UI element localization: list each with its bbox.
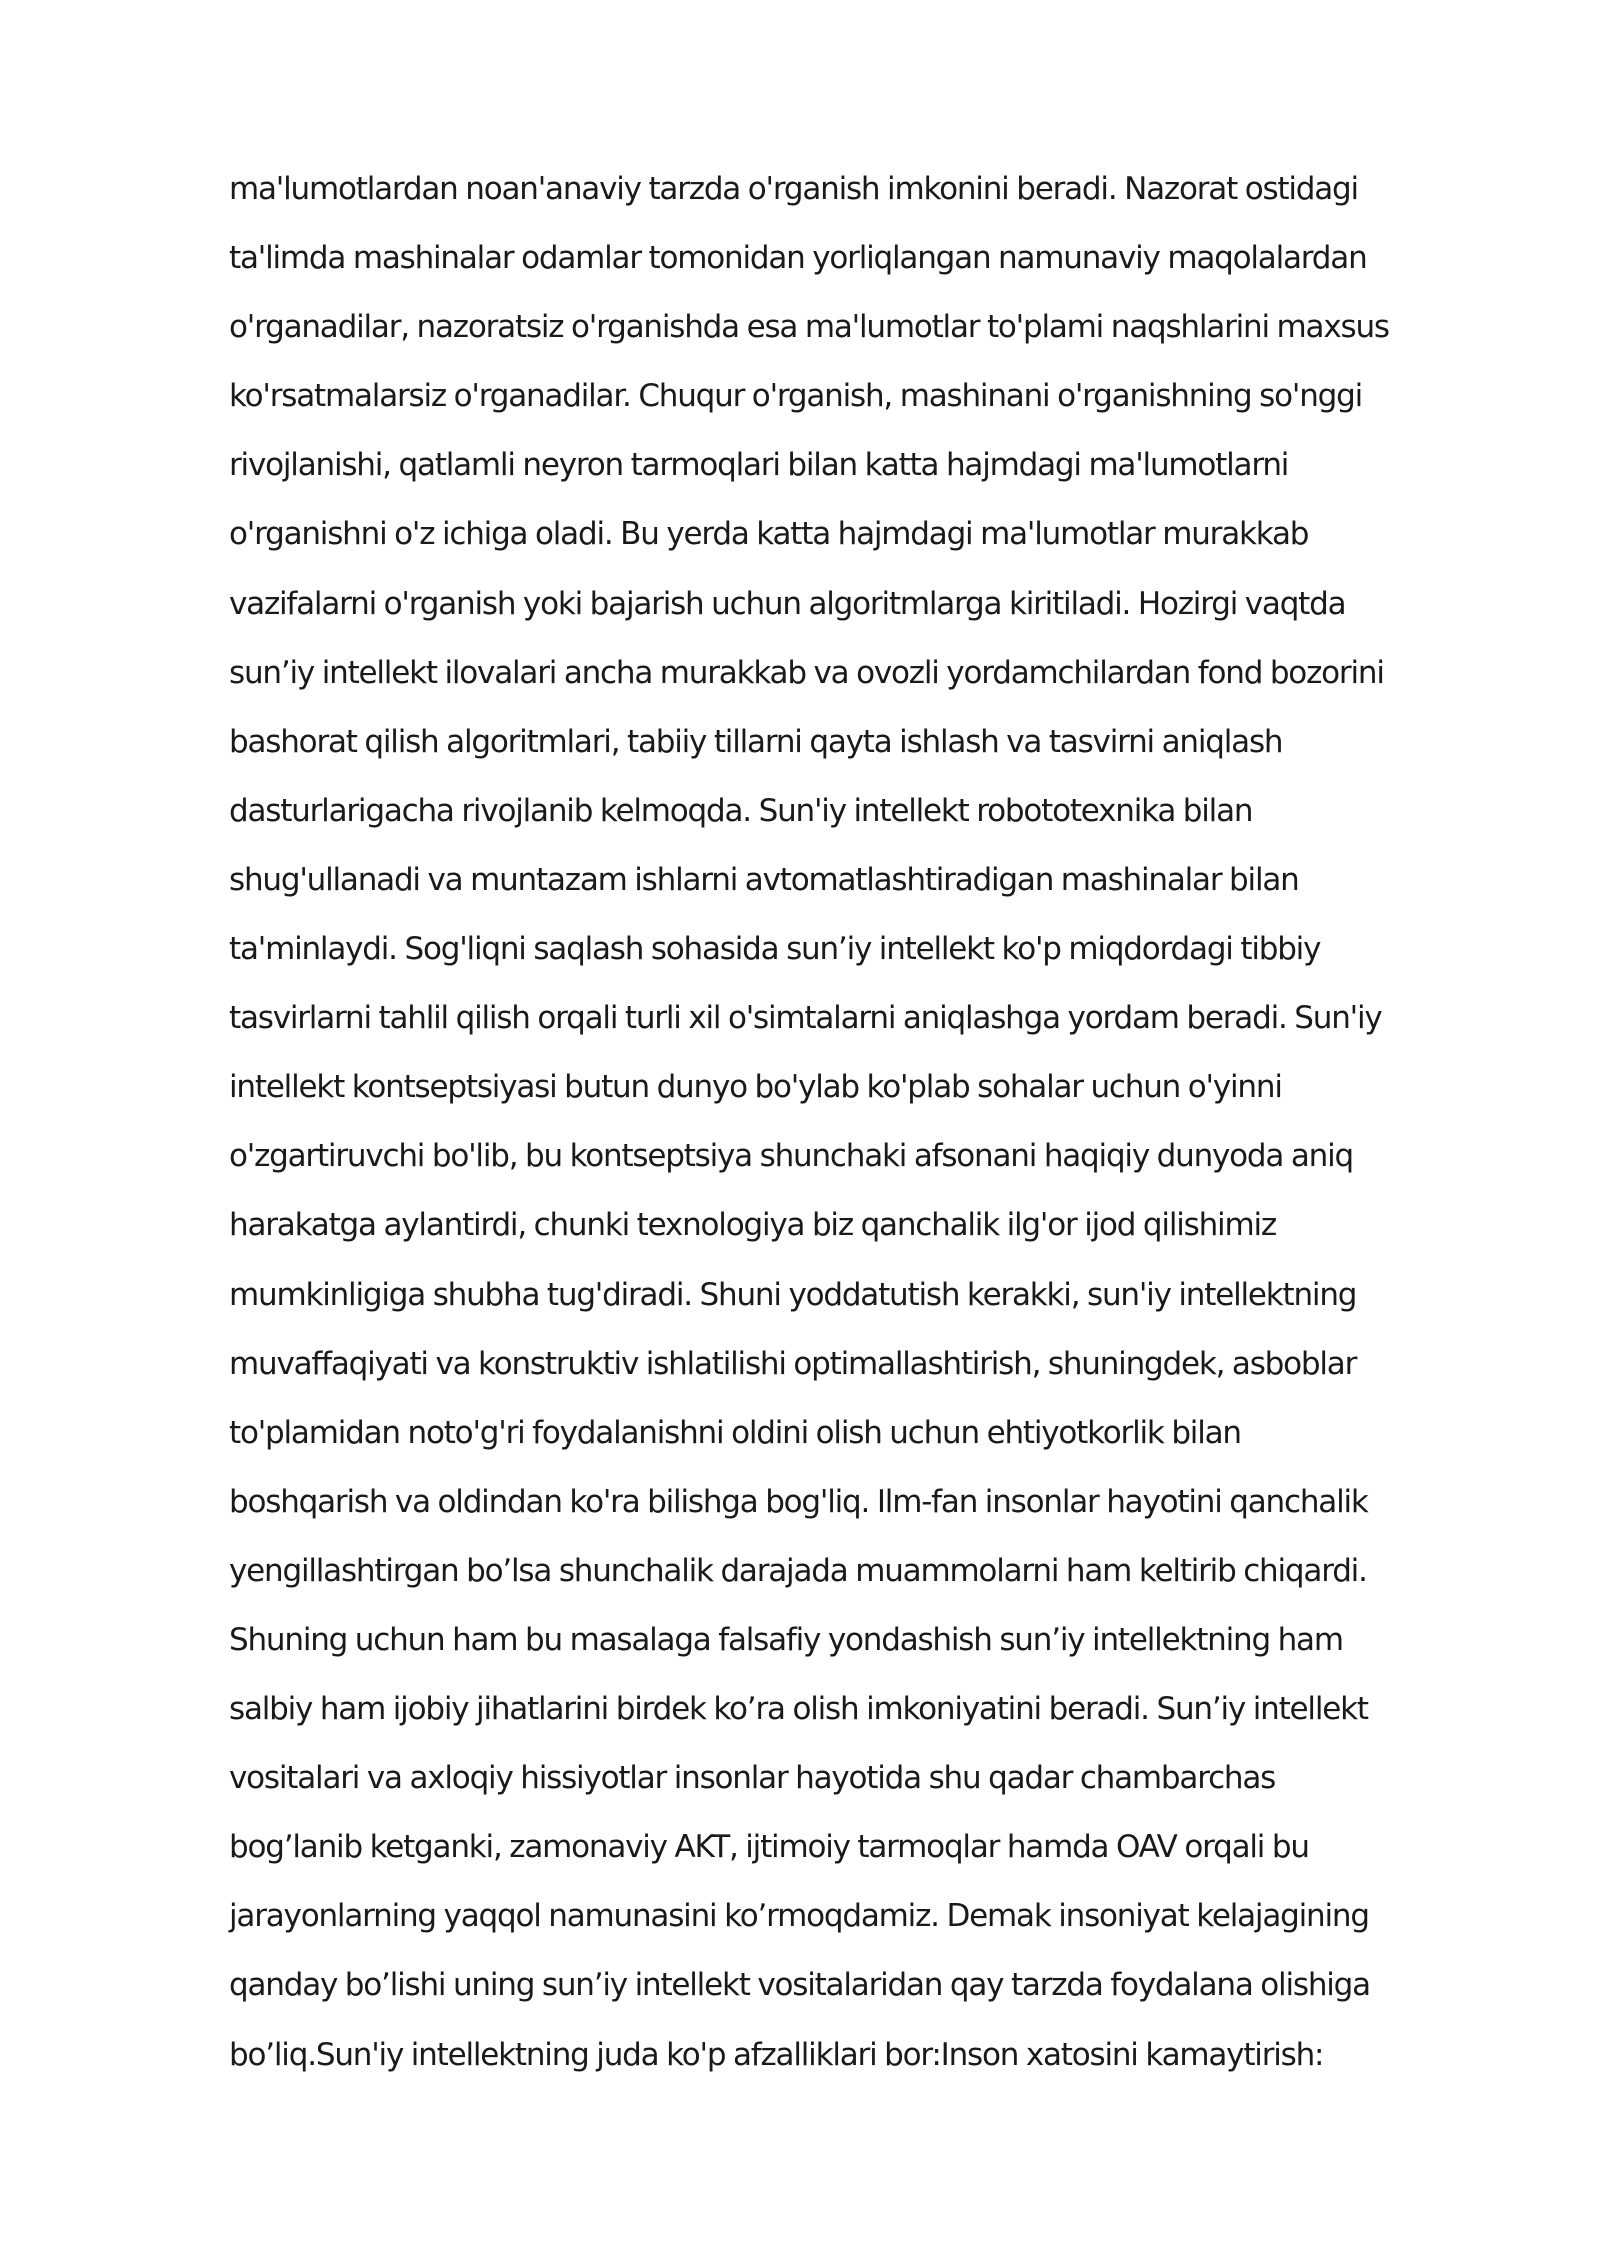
body-paragraph (229, 163, 1529, 2098)
text-line: mumkinligiga shubha tug'diradi. Shuni yoddatutish kerakki, sun'iy intellektning (229, 1276, 1357, 1313)
text-line: jarayonlarning yaqqol namunasini ko’rmoqdamiz. Demak insoniyat kelajagining (229, 1898, 1369, 1935)
text-line: rivojlanishi, qatlamli neyron tarmoqlari bilan katta hajmdagi ma'lumotlarni (229, 447, 1289, 484)
text-line: ta'minlaydi. Sog'liqni saqlash sohasida sun’iy intellekt ko'p miqdordagi tibbiy (229, 931, 1321, 968)
text-line: dasturlarigacha rivojlanib kelmoqda. Sun'iy intellekt robototexnika bilan (229, 792, 1253, 829)
text-line: salbiy ham ijobiy jihatlarini birdek ko’ra olish imkoniyatini beradi. Sun’iy intellekt (229, 1691, 1368, 1728)
text-line: o'zgartiruvchi bo'lib, bu kontseptsiya shunchaki afsonani haqiqiy dunyoda aniq (229, 1138, 1353, 1175)
text-line: vazifalarni o'rganish yoki bajarish uchun algoritmlarga kiritiladi. Hozirgi vaqtda (229, 585, 1346, 622)
text-line: vositalari va axloqiy hissiyotlar insonlar hayotida shu qadar chambarchas (229, 1760, 1276, 1797)
text-line: yengillashtirgan bo’lsa shunchalik darajada muammolarni ham keltirib chiqardi. (229, 1552, 1367, 1589)
text-line: harakatga aylantirdi, chunki texnologiya biz qanchalik ilg'or ijod qilishimiz (229, 1207, 1276, 1244)
text-line: bashorat qilish algoritmlari, tabiiy tillarni qayta ishlash va tasvirni aniqlash (229, 723, 1283, 760)
text-line: ko'rsatmalarsiz o'rganadilar. Chuqur o'rganish, mashinani o'rganishning so'nggi (229, 378, 1363, 415)
text-line: o'rganishni o'z ichiga oladi. Bu yerda katta hajmdagi ma'lumotlar murakkab (229, 516, 1309, 553)
text-line: o'rganadilar, nazoratsiz o'rganishda esa ma'lumotlar to'plami naqshlarini maxsus (229, 309, 1389, 346)
text-line: bo’liq.Sun'iy intellektning juda ko'p afzalliklari bor:Inson xatosini kamaytirish: (229, 2036, 1324, 2073)
text-line: tasvirlarni tahlil qilish orqali turli xil o'simtalarni aniqlashga yordam beradi. Sun'iy (229, 1000, 1382, 1037)
text-line: qanday bo’lishi uning sun’iy intellekt vositalaridan qay tarzda foydalana olishiga (229, 1967, 1370, 2004)
text-line: boshqarish va oldindan ko'ra bilishga bog'liq. Ilm-fan insonlar hayotini qanchalik (229, 1483, 1368, 1520)
text-line: bog’lanib ketganki, zamonaviy AKT, ijtimoiy tarmoqlar hamda OAV orqali bu (229, 1829, 1309, 1866)
text-line: Shuning uchun ham bu masalaga falsafiy yondashish sun’iy intellektning ham (229, 1621, 1343, 1658)
text-line: sun’iy intellekt ilovalari ancha murakkab va ovozli yordamchilardan fond bozorini (229, 654, 1384, 691)
text-line: to'plamidan noto'g'ri foydalanishni oldini olish uchun ehtiyotkorlik bilan (229, 1414, 1241, 1451)
text-line: ta'limda mashinalar odamlar tomonidan yorliqlangan namunaviy maqolalardan (229, 240, 1367, 277)
text-line: ma'lumotlardan noan'anaviy tarzda o'rganish imkonini beradi. Nazorat ostidagi (229, 171, 1358, 207)
text-line: muvaffaqiyati va konstruktiv ishlatilishi optimallashtirish, shuningdek, asboblar (229, 1345, 1357, 1382)
text-line: intellekt kontseptsiyasi butun dunyo bo'ylab ko'plab sohalar uchun o'yinni (229, 1069, 1282, 1106)
text-line: shug'ullanadi va muntazam ishlarni avtomatlashtiradigan mashinalar bilan (229, 861, 1299, 898)
